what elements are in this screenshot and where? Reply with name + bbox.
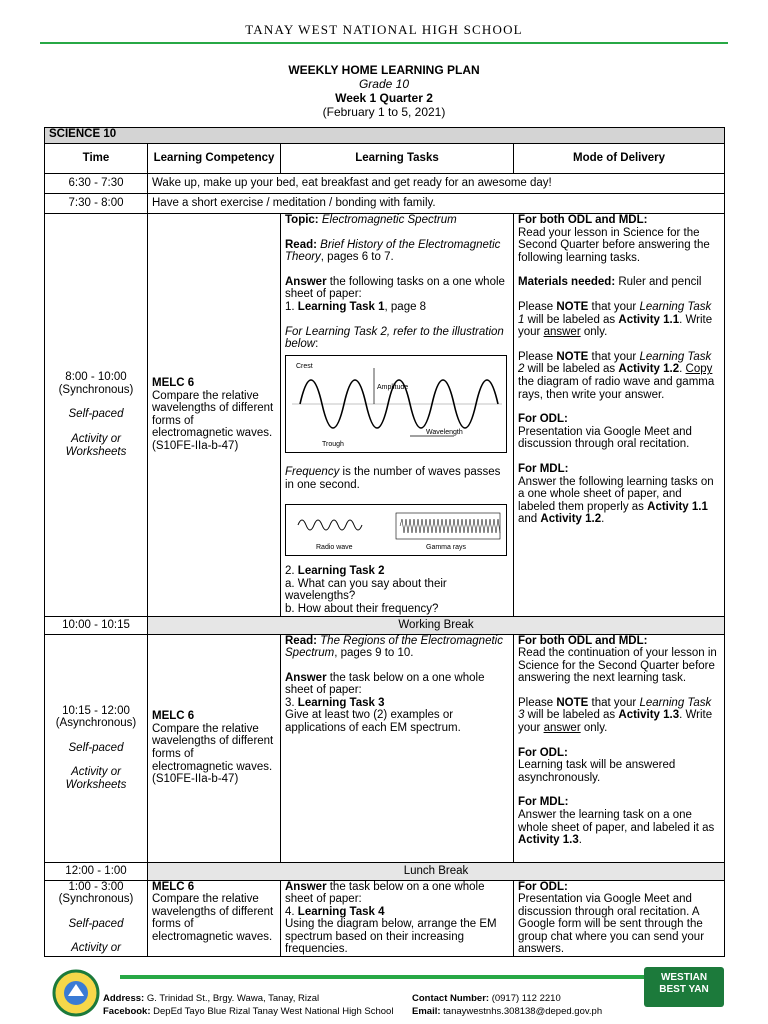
- activity-label: Activity or: [71, 766, 121, 779]
- tasks-cell: [281, 880, 514, 957]
- address-label: Address:: [103, 993, 145, 1004]
- table-row: [45, 174, 725, 194]
- header-divider: [40, 42, 728, 44]
- note-activity: Activity 1.1: [618, 313, 680, 326]
- break-row: [45, 862, 725, 880]
- activity-label-2: Worksheets: [65, 778, 127, 791]
- note-word: NOTE: [556, 696, 589, 709]
- lt3-text: Give at least two (2) examples or applications of each EM spectrum.: [285, 709, 461, 735]
- melc-code: (S10FE-IIa-b-47): [152, 773, 239, 786]
- activity-label: Activity or: [71, 433, 121, 446]
- lt2-num: 2.: [285, 565, 298, 578]
- answer-label: Answer: [285, 880, 327, 893]
- note-text: . Write your: [518, 313, 713, 339]
- copy-word: Copy: [685, 363, 713, 376]
- materials-text: Ruler and pencil: [615, 276, 702, 289]
- mdl-activity: Activity 1.2: [540, 513, 602, 526]
- time-mode: (Synchronous): [58, 893, 134, 906]
- table-row: [45, 194, 725, 214]
- row-activity: Have a short exercise / meditation / bonding with family.: [148, 194, 725, 214]
- mdl-label: For MDL:: [518, 796, 569, 809]
- address-text: G. Trinidad St., Brgy. Wawa, Tanay, Rizal: [146, 993, 320, 1004]
- col-competency: Learning Competency: [148, 144, 281, 174]
- note-text: only.: [580, 326, 608, 339]
- break-row: [45, 616, 725, 634]
- time-mode: (Synchronous): [58, 383, 134, 396]
- mdl-activity: Activity 1.1: [647, 500, 708, 513]
- melc-code: (S10FE-IIa-b-47): [152, 439, 239, 452]
- note-text: that your: [588, 696, 640, 709]
- odl-label: For ODL:: [518, 413, 568, 426]
- melc-title: MELC 6: [152, 880, 195, 893]
- note-task: Learning Task 3: [518, 696, 712, 722]
- school-name: TANAY WEST NATIONAL HIGH SCHOOL: [245, 22, 523, 37]
- competency-cell: [148, 214, 281, 617]
- read-label: Read:: [285, 634, 317, 647]
- both-text: Read the continuation of your lesson in Science for the Second Quarter before answering the next learning task.: [518, 647, 717, 685]
- answer-text: the following tasks on a one whole sheet of paper:: [285, 275, 505, 301]
- competency-cell: [148, 880, 281, 957]
- header-row: [45, 144, 725, 174]
- contact-text: (0917) 112 2210: [491, 993, 561, 1004]
- time-range: 1:00 - 3:00: [68, 880, 124, 893]
- westian-logo: [644, 967, 724, 1007]
- break-time: 10:00 - 10:15: [45, 616, 148, 634]
- both-label: For both ODL and MDL:: [518, 634, 648, 647]
- pace-label: Self-paced: [68, 917, 124, 930]
- odl-label: For ODL:: [518, 880, 568, 893]
- note-text: that your: [588, 350, 640, 363]
- time-mode: (Asynchronous): [55, 717, 137, 730]
- facebook-text: DepEd Tayo Blue Rizal Tanay West National High School: [153, 1006, 394, 1017]
- lt4-num: 4.: [285, 905, 298, 918]
- answer-label: Answer: [285, 671, 327, 684]
- materials-label: Materials needed:: [518, 276, 616, 289]
- mdl-activity: Activity 1.3: [518, 834, 579, 847]
- table-row: [45, 214, 725, 617]
- odl-text: Presentation via Google Meet and discussion through oral recitation.: [518, 425, 692, 451]
- answer-text: the task below on a one whole sheet of paper:: [285, 880, 485, 906]
- answer-text: the task below on a one whole sheet of paper:: [285, 671, 485, 697]
- email-text: tanaywestnhs.308138@deped.gov.ph: [443, 1006, 603, 1017]
- lt1-num: 1.: [285, 300, 298, 313]
- subject-label: SCIENCE 10: [45, 128, 725, 144]
- mdl-text: .: [601, 513, 605, 526]
- melc-title: MELC 6: [152, 376, 195, 389]
- table-row: [45, 634, 725, 862]
- lt2-label: Learning Task 2: [297, 565, 385, 578]
- lt1-label: Learning Task 1: [297, 300, 385, 313]
- tasks-cell: [281, 634, 514, 862]
- frequency-text: is the number of waves passes in one second.: [285, 466, 501, 491]
- crest-label: Crest: [296, 362, 313, 370]
- delivery-cell: [514, 634, 725, 862]
- note-word: NOTE: [556, 350, 589, 363]
- question-a: a. What can you say about their wavelengths?: [285, 577, 447, 603]
- lt2-intro: For Learning Task 2, refer to the illustration below: [285, 325, 504, 351]
- note-text: will be labeled as: [524, 709, 619, 722]
- time-cell: [45, 634, 148, 862]
- note-text: Please: [518, 696, 557, 709]
- mdl-text: .: [578, 834, 582, 847]
- footer-divider: [120, 975, 645, 979]
- read-title: Brief History of the Electromagnetic Theory: [285, 238, 501, 264]
- answer-label: Answer: [285, 275, 327, 288]
- lt3-label: Learning Task 3: [297, 696, 385, 709]
- topic-label: Topic:: [285, 214, 319, 226]
- row-time: 7:30 - 8:00: [45, 194, 148, 214]
- tasks-cell: Topic: Electromagnetic Spectrum Read: Brief History of the Electromagnetic Theory, pages 6 to 7. Answer the following tasks on a one whole sheet of paper: 1. Learning Task 1, page 8 For Learning Task 2, refer to the illustration below: Crest Amplitude Trough Wavelength Frequency is the number of waves passes in one second. Radio wave Gamma rays 2. Learning Task 2 a. What can you say about their wavelengths? b. How about their frequency?: [281, 214, 514, 617]
- pace-label: Self-paced: [68, 408, 124, 421]
- lt4-text: Using the diagram below, arrange the EM spectrum based on their increasing frequencies.: [285, 918, 497, 956]
- note-text: that your: [588, 300, 640, 313]
- footer-right: [412, 992, 602, 1018]
- note-task: Learning Task 2: [518, 350, 712, 376]
- note-text: only.: [580, 722, 608, 735]
- note-text: will be labeled as: [524, 363, 619, 376]
- note-text: will be labeled as: [524, 313, 619, 326]
- note-activity: Activity 1.2: [618, 363, 680, 376]
- time-cell: [45, 880, 148, 957]
- melc-text: Compare the relative wavelengths of different forms of electromagnetic waves.: [152, 389, 274, 440]
- gamma-rays-label: Gamma rays: [426, 543, 467, 551]
- answer-word: answer: [543, 326, 581, 339]
- competency-cell: [148, 634, 281, 862]
- mdl-label: For MDL:: [518, 462, 569, 475]
- badge-line-1: WESTIAN: [660, 972, 708, 983]
- subject-row: [45, 128, 725, 144]
- contact-label: Contact Number:: [412, 993, 490, 1004]
- note-text: Please: [518, 300, 557, 313]
- break-label: Lunch Break: [148, 862, 725, 880]
- mdl-text: Answer the learning task on a one whole sheet of paper, and labeled it as: [518, 809, 715, 834]
- row-time: 6:30 - 7:30: [45, 174, 148, 194]
- amplitude-label: Amplitude: [377, 383, 409, 391]
- wavelength-label: Wavelength: [426, 428, 463, 436]
- both-text: Read your lesson in Science for the Second Quarter before answering the following learning tasks.: [518, 226, 710, 264]
- mdl-text: and: [518, 513, 541, 526]
- melc-title: MELC 6: [152, 710, 195, 723]
- time-range: 10:15 - 12:00: [62, 704, 130, 717]
- wave-diagram: [285, 355, 507, 453]
- answer-word: answer: [543, 722, 581, 735]
- melc-text: Compare the relative wavelengths of different forms of electromagnetic waves.: [152, 722, 274, 773]
- note-text: the diagram of radio wave and gamma rays, then write your answer.: [518, 375, 715, 401]
- document-title-block: [0, 63, 768, 119]
- badge-line-2: BEST YAN: [659, 984, 709, 995]
- date-range: (February 1 to 5, 2021): [322, 105, 446, 119]
- note-task: Learning Task 1: [518, 300, 712, 326]
- pace-label: Self-paced: [68, 741, 124, 754]
- lt3-num: 3.: [285, 696, 298, 709]
- read-label: Read:: [285, 238, 317, 251]
- odl-label: For ODL:: [518, 746, 568, 759]
- col-tasks: Learning Tasks: [281, 144, 514, 174]
- note-text: Please: [518, 350, 557, 363]
- delivery-cell: [514, 214, 725, 617]
- both-label: For both ODL and MDL:: [518, 214, 648, 226]
- question-b: b. How about their frequency?: [285, 602, 439, 615]
- grade-label: Grade 10: [358, 77, 410, 91]
- read-pages: , pages 9 to 10.: [334, 647, 414, 660]
- col-delivery: Mode of Delivery: [514, 144, 725, 174]
- note-word: NOTE: [556, 300, 589, 313]
- footer-left: [103, 992, 393, 1018]
- odl-text: Presentation via Google Meet and discussion through oral recitation. A Google form will be sent through the group chat where you can send your answers.: [518, 893, 705, 956]
- melc-text: Compare the relative wavelengths of different forms of electromagnetic waves.: [152, 893, 274, 943]
- facebook-label: Facebook:: [103, 1006, 151, 1017]
- delivery-cell: [514, 880, 725, 957]
- col-time: Time: [45, 144, 148, 174]
- learning-plan-table: [44, 127, 725, 957]
- radio-wave-label: Radio wave: [316, 543, 353, 551]
- read-pages: , pages 6 to 7.: [320, 251, 394, 264]
- school-seal-icon: [46, 968, 106, 1018]
- week-label: Week 1 Quarter 2: [335, 91, 433, 105]
- table-row: [45, 880, 725, 957]
- plan-title: WEEKLY HOME LEARNING PLAN: [288, 63, 480, 77]
- lt4-label: Learning Task 4: [297, 905, 385, 918]
- read-title: The Regions of the Electromagnetic Spectrum: [285, 634, 503, 660]
- break-label: Working Break: [148, 616, 725, 634]
- trough-label: Trough: [322, 440, 344, 448]
- time-cell: [45, 214, 148, 617]
- note-text: . Write your: [518, 709, 713, 735]
- note-activity: Activity 1.3: [618, 709, 680, 722]
- odl-text: Learning task will be answered asynchronously.: [518, 759, 676, 784]
- time-range: 8:00 - 10:00: [65, 371, 127, 384]
- radio-gamma-diagram: [285, 504, 507, 556]
- activity-label-2: Worksheets: [65, 445, 127, 458]
- row-activity: Wake up, make up your bed, eat breakfast and get ready for an awesome day!: [148, 174, 725, 194]
- activity-label: Activity or: [71, 942, 121, 955]
- topic-text: Electromagnetic Spectrum: [321, 214, 457, 226]
- email-label: Email:: [412, 1006, 441, 1017]
- break-time: 12:00 - 1:00: [45, 862, 148, 880]
- mdl-text: Answer the following learning tasks on a one whole sheet of paper, and labeled them properly as: [518, 475, 714, 513]
- note-text: .: [679, 363, 686, 376]
- frequency-word: Frequency: [285, 466, 340, 479]
- lt1-page: , page 8: [384, 300, 427, 313]
